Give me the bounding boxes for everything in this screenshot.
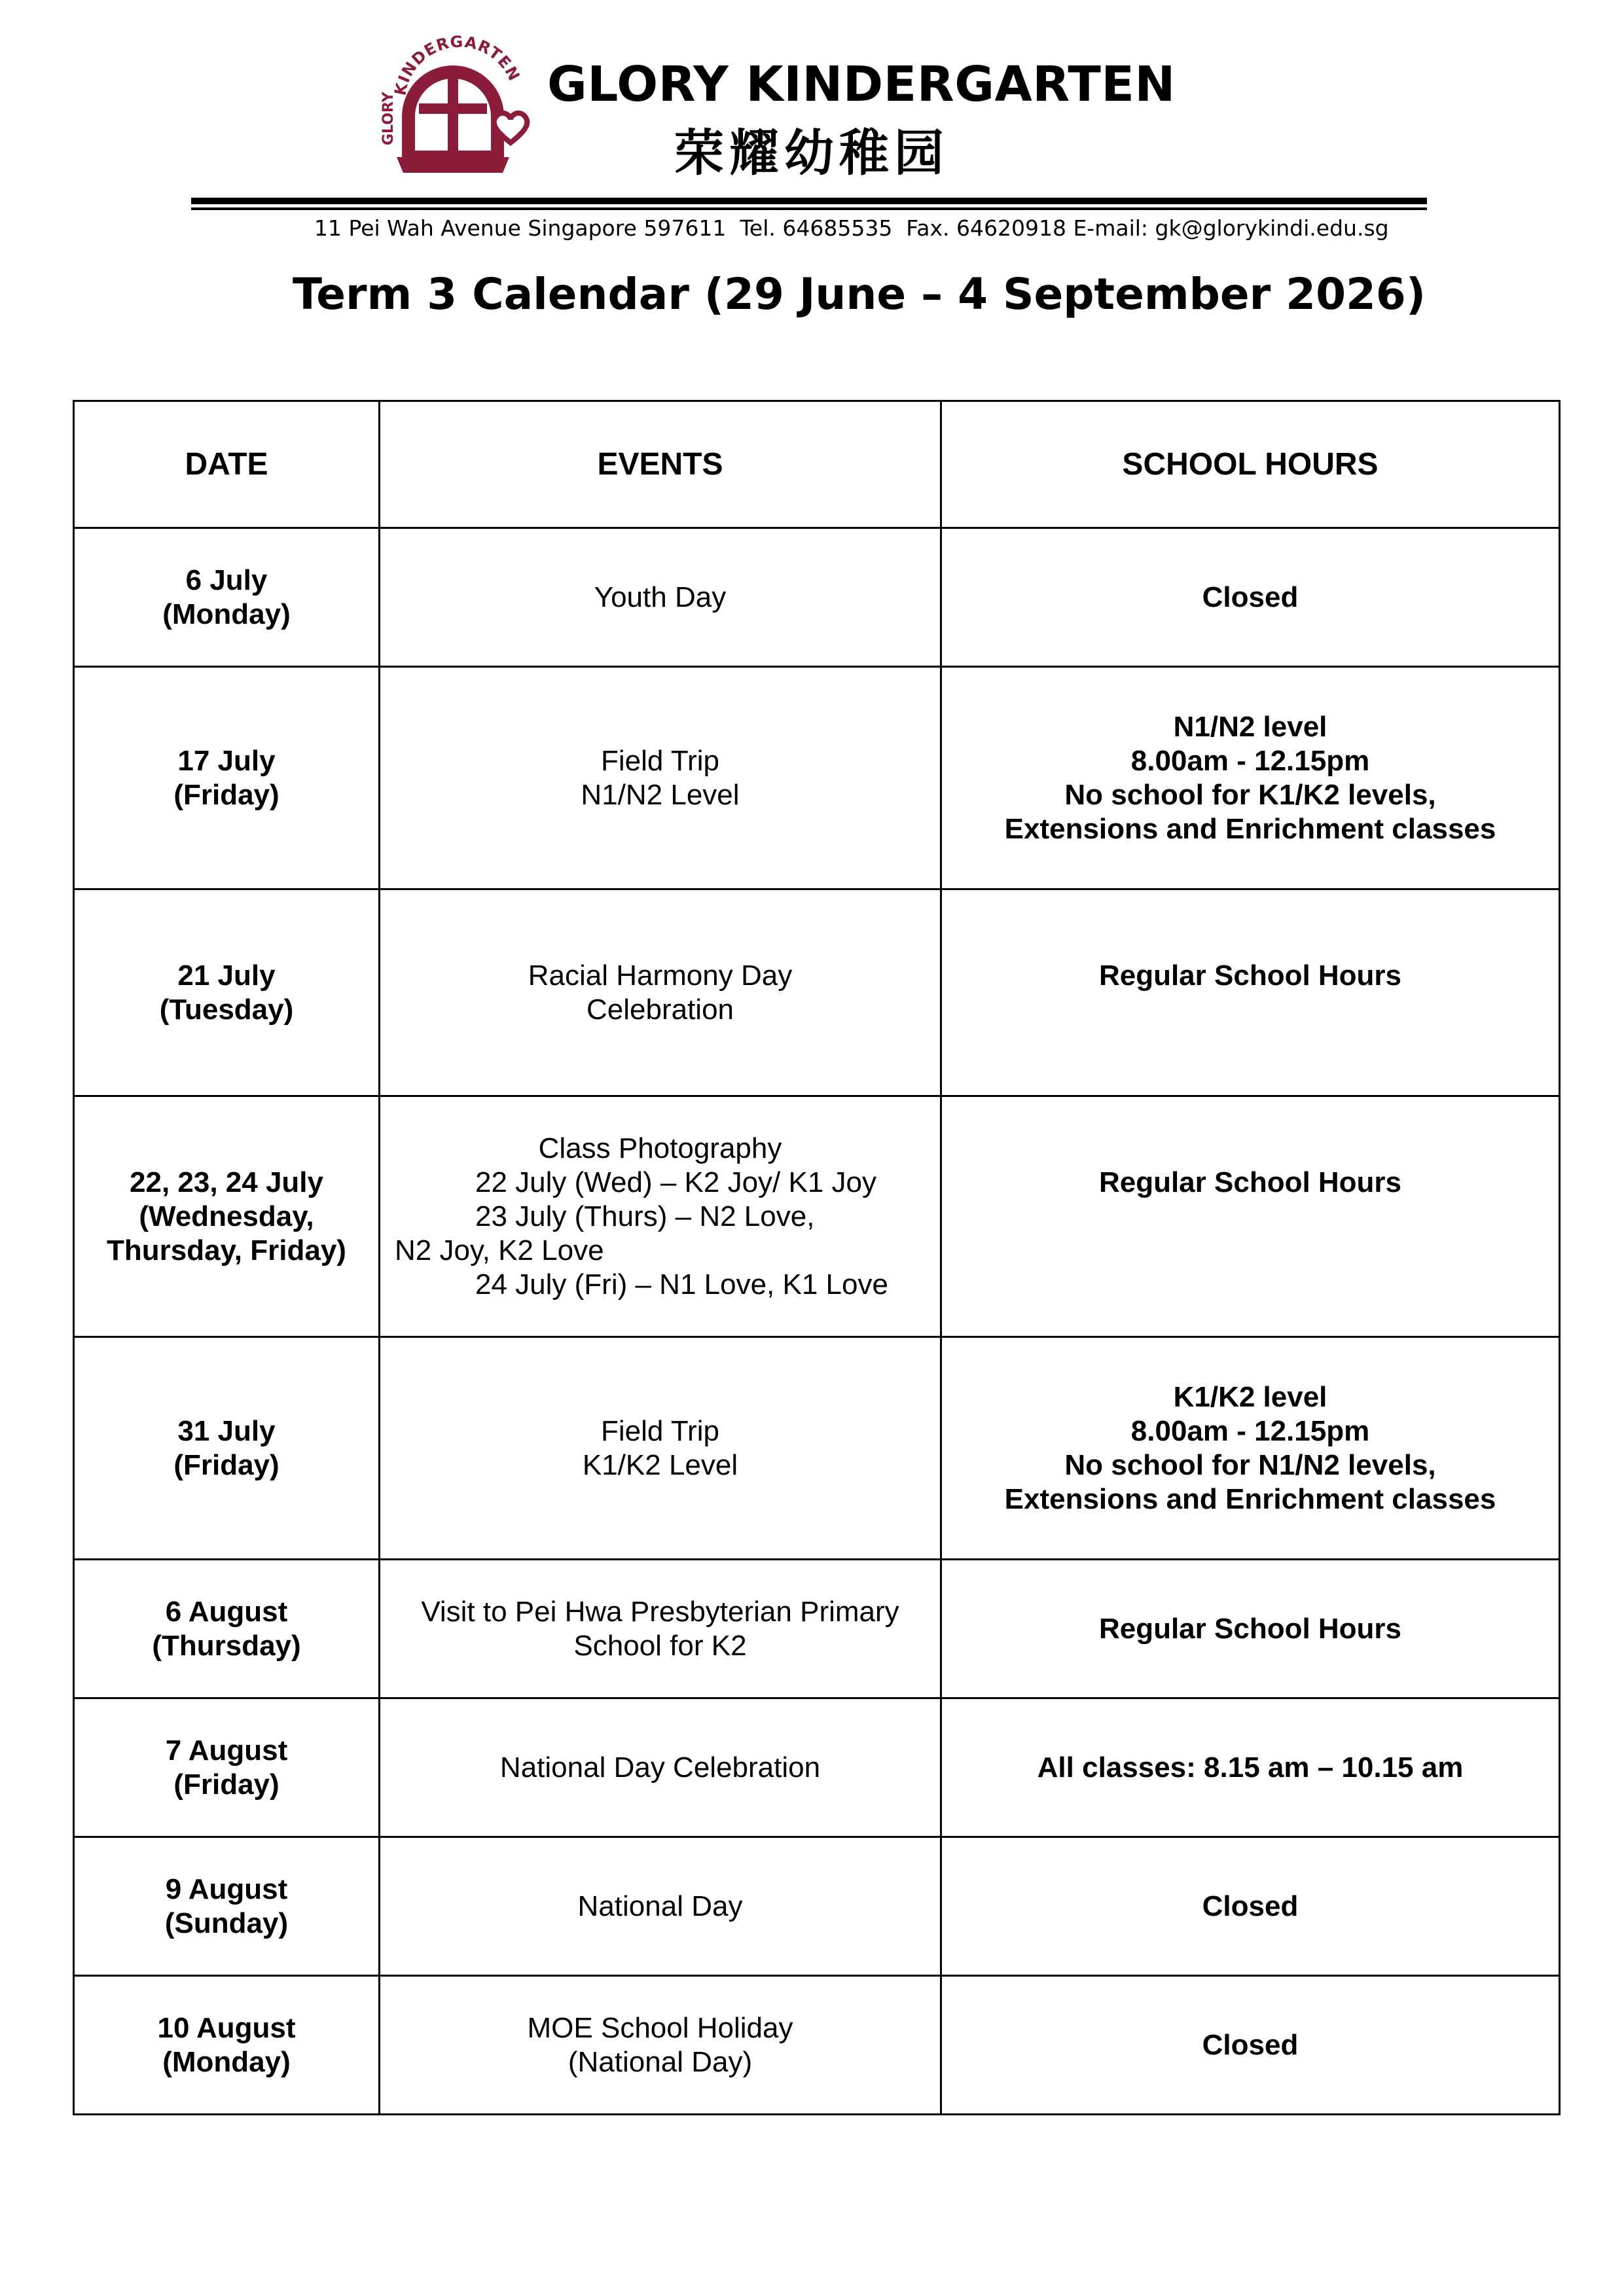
date-cell [74,889,380,1096]
table-header-row [74,401,1560,528]
table-row [74,528,1560,667]
weekday-text: (Friday) [173,1448,280,1481]
event-text: Racial Harmony Day [528,959,793,992]
hours-text: Regular School Hours [1098,959,1402,992]
date-text: 17 July [177,744,276,777]
event-text: 23 July (Thurs) – N2 Love, [475,1200,815,1232]
weekday-text: Thursday, Friday) [107,1234,346,1266]
hours-text: 8.00am - 12.15pm [1130,1414,1370,1447]
weekday-text: (Thursday) [152,1629,301,1662]
table-row [74,667,1560,889]
header-date: DATE [74,401,380,528]
school-name-chinese: 荣耀幼稚园 [674,124,949,182]
table-row [74,1560,1560,1698]
hours-text: All classes: 8.15 am – 10.15 am [1037,1751,1464,1784]
hours-cell [941,1096,1560,1337]
hours-text: No school for N1/N2 levels, [1064,1448,1436,1481]
contact-email: E-mail: gk@glorykindi.edu.sg [1073,215,1389,241]
date-cell [74,528,380,667]
event-text: 24 July (Fri) – N1 Love, K1 Love [475,1268,888,1300]
events-cell [380,889,941,1096]
table-row [74,1837,1560,1976]
event-text: N1/N2 Level [581,778,740,811]
hours-text: No school for K1/K2 levels, [1064,778,1436,811]
weekday-text: (Monday) [162,2045,291,2078]
hours-text: Closed [1202,1890,1299,1922]
hours-text: Regular School Hours [1098,1166,1402,1198]
date-cell [74,1698,380,1837]
events-cell [380,1096,941,1337]
event-text: 22 July (Wed) – K2 Joy/ K1 Joy [475,1166,877,1198]
hours-text: Closed [1202,2028,1299,2061]
header-rule-thick [191,198,1427,204]
hours-cell [941,889,1560,1096]
events-cell [380,1976,941,2115]
hours-text: Extensions and Enrichment classes [1004,812,1496,845]
event-text: Visit to Pei Hwa Presbyterian Primary [421,1595,899,1628]
event-text: Class Photography [538,1132,782,1164]
event-text: Celebration [586,993,734,1026]
weekday-text: (Tuesday) [159,993,294,1026]
date-text: 31 July [177,1414,276,1447]
hours-cell [941,667,1560,889]
date-text: 10 August [157,2011,296,2044]
date-cell [74,1837,380,1976]
date-text: 7 August [165,1734,288,1767]
event-text: National Day [577,1890,743,1922]
date-text: 9 August [165,1873,288,1905]
date-cell [74,1096,380,1337]
contact-line [314,214,1401,243]
school-name-english: GLORY KINDERGARTEN [547,56,1176,113]
weekday-text: (Friday) [173,1768,280,1801]
hours-text: Regular School Hours [1098,1612,1402,1645]
events-cell [380,1698,941,1837]
contact-address: 11 Pei Wah Avenue Singapore 597611 [314,215,727,241]
events-cell [380,528,941,667]
table-row [74,1976,1560,2115]
contact-fax: Fax. 64620918 [906,215,1066,241]
hours-cell [941,528,1560,667]
hours-cell [941,1560,1560,1698]
contact-tel: Tel. 64685535 [740,215,893,241]
term-calendar-table [73,400,1561,2115]
event-text: N2 Joy, K2 Love [395,1234,604,1266]
hours-text: K1/K2 level [1173,1380,1327,1413]
document-title: Term 3 Calendar (29 June – 4 September 2026) [292,269,1426,319]
header-school-hours: SCHOOL HOURS [941,401,1560,528]
school-logo [374,33,539,178]
events-cell [380,667,941,889]
weekday-text: (Friday) [173,778,280,811]
event-text: MOE School Holiday [527,2011,793,2044]
event-text: K1/K2 Level [582,1448,738,1481]
table-row [74,1096,1560,1337]
events-cell [380,1337,941,1560]
date-cell [74,1337,380,1560]
hours-cell [941,1976,1560,2115]
date-text: 21 July [177,959,276,992]
date-text: 6 July [185,564,268,596]
date-cell [74,1560,380,1698]
weekday-text: (Wednesday, [139,1200,314,1232]
hours-text: Closed [1202,581,1299,613]
date-cell [74,1976,380,2115]
table-row [74,1698,1560,1837]
hours-text: 8.00am - 12.15pm [1130,744,1370,777]
event-text: Field Trip [601,1414,719,1447]
event-text: School for K2 [573,1629,747,1662]
date-cell [74,667,380,889]
hours-cell [941,1698,1560,1837]
hours-text: N1/N2 level [1173,710,1327,743]
event-text: Field Trip [601,744,719,777]
header-rule-thin [191,207,1427,210]
svg-text:GLORY: GLORY [380,92,397,145]
weekday-text: (Sunday) [164,1907,289,1939]
events-cell [380,1560,941,1698]
events-cell [380,1837,941,1976]
svg-text:KINDERGARTEN: KINDERGARTEN [391,33,524,98]
event-text: Youth Day [594,581,727,613]
event-text: National Day Celebration [499,1751,821,1784]
header-events: EVENTS [380,401,941,528]
weekday-text: (Monday) [162,598,291,630]
table-row [74,889,1560,1096]
date-text: 22, 23, 24 July [130,1166,323,1198]
table-row [74,1337,1560,1560]
hours-text: Extensions and Enrichment classes [1004,1482,1496,1515]
date-text: 6 August [165,1595,288,1628]
event-text: (National Day) [568,2045,753,2078]
hours-cell [941,1337,1560,1560]
hours-cell [941,1837,1560,1976]
